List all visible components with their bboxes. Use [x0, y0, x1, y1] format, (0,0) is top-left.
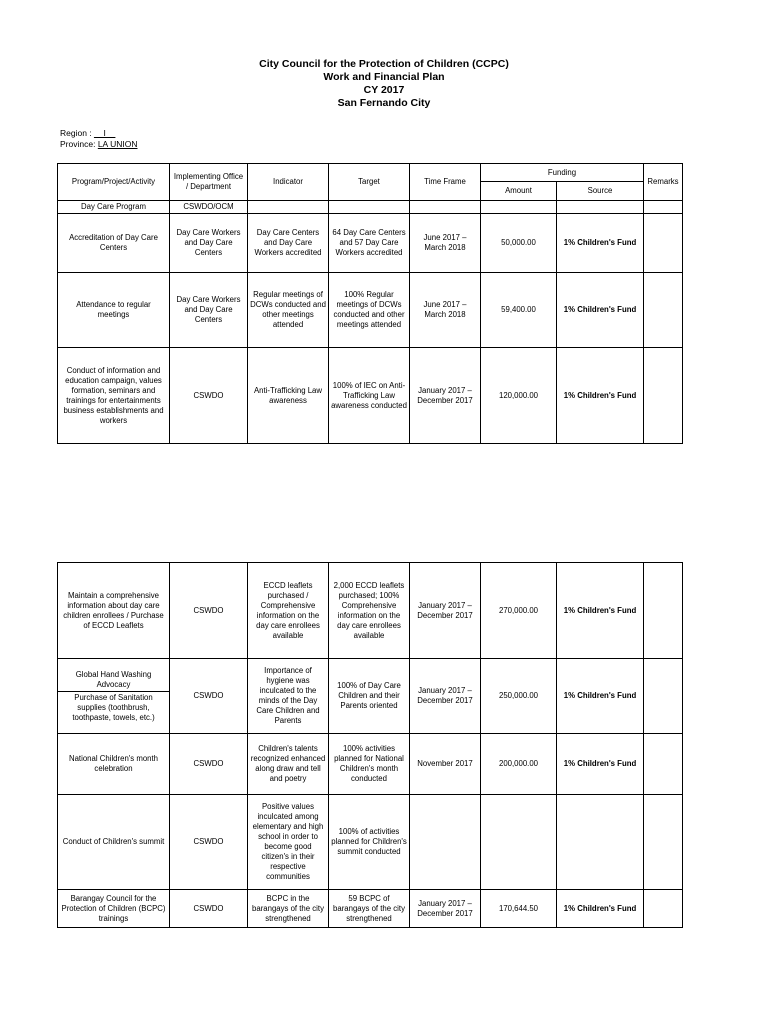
indicator-cell: Anti-Trafficking Law awareness: [248, 348, 329, 444]
amount-cell: 59,400.00: [481, 273, 557, 348]
remarks-cell: [644, 273, 683, 348]
remarks-cell: [644, 659, 683, 734]
remarks-cell: [644, 795, 683, 890]
amount-cell: 270,000.00: [481, 563, 557, 659]
header-funding: Funding: [481, 164, 644, 182]
office-cell: CSWDO: [170, 795, 248, 890]
province-value: LA UNION: [97, 139, 138, 149]
target-cell: 59 BCPC of barangays of the city strengthened: [329, 890, 410, 928]
target-cell: 64 Day Care Centers and 57 Day Care Workers accredited: [329, 214, 410, 273]
plan-title: Work and Financial Plan: [323, 71, 445, 83]
time-cell: January 2017 – December 2017: [410, 348, 481, 444]
program-cell: Conduct of Children's summit: [58, 795, 170, 890]
province-line: [60, 139, 138, 150]
time-cell: June 2017 – March 2018: [410, 273, 481, 348]
table-row: [58, 659, 683, 734]
city-title: San Fernando City: [337, 97, 431, 109]
header-amount: Amount: [481, 182, 557, 201]
source-cell: 1% Children's Fund: [557, 659, 644, 734]
office-cell: CSWDO: [170, 348, 248, 444]
remarks-cell: [644, 563, 683, 659]
header-time-frame: Time Frame: [410, 164, 481, 201]
table-row: [58, 563, 683, 659]
table-row: [58, 273, 683, 348]
table-row: [58, 348, 683, 444]
remarks-cell: [644, 734, 683, 795]
indicator-cell: ECCD leaflets purchased / Comprehensive information on the day care enrollees available: [248, 563, 329, 659]
table-row: [58, 795, 683, 890]
program-cell: Conduct of information and education campaign, values formation, seminars and trainings for entertainments business establishments and workers: [58, 348, 170, 444]
indicator-cell: Positive values inculcated among elementary and high school in order to become good citizen's in their respective communities: [248, 795, 329, 890]
header-target: Target: [329, 164, 410, 201]
header-remarks: Remarks: [644, 164, 683, 201]
source-cell: 1% Children's Fund: [557, 348, 644, 444]
work-plan-table-1: [57, 163, 683, 444]
source-cell: [557, 201, 644, 214]
program-cell: Accreditation of Day Care Centers: [58, 214, 170, 273]
program-cell: Attendance to regular meetings: [58, 273, 170, 348]
indicator-cell: [248, 201, 329, 214]
time-cell: January 2017 – December 2017: [410, 563, 481, 659]
remarks-cell: [644, 890, 683, 928]
indicator-cell: Children's talents recognized enhanced along draw and tell and poetry: [248, 734, 329, 795]
amount-cell: 50,000.00: [481, 214, 557, 273]
region-value: __I__: [94, 128, 116, 138]
source-cell: 1% Children's Fund: [557, 563, 644, 659]
indicator-cell: Importance of hygiene was inculcated to the minds of the Day Care Children and Parents: [248, 659, 329, 734]
table-row: [58, 214, 683, 273]
time-cell: June 2017 – March 2018: [410, 214, 481, 273]
target-cell: 100% Regular meetings of DCWs conducted and other meetings attended: [329, 273, 410, 348]
province-label: Province:: [60, 139, 96, 149]
table-row: [58, 890, 683, 928]
indicator-cell: Regular meetings of DCWs conducted and other meetings attended: [248, 273, 329, 348]
office-cell: CSWDO: [170, 734, 248, 795]
program-cell: National Children's month celebration: [58, 734, 170, 795]
program-cell: Barangay Council for the Protection of Children (BCPC) trainings: [58, 890, 170, 928]
amount-cell: 170,644.50: [481, 890, 557, 928]
header-indicator: Indicator: [248, 164, 329, 201]
source-cell: 1% Children's Fund: [557, 273, 644, 348]
source-cell: 1% Children's Fund: [557, 214, 644, 273]
time-cell: [410, 201, 481, 214]
header-office: Implementing Office / Department: [170, 164, 248, 201]
source-cell: 1% Children's Fund: [557, 890, 644, 928]
office-cell: Day Care Workers and Day Care Centers: [170, 214, 248, 273]
indicator-cell: Day Care Centers and Day Care Workers accredited: [248, 214, 329, 273]
region-label: Region :: [60, 128, 92, 138]
council-title: City Council for the Protection of Children (CCPC): [259, 58, 509, 70]
program-cell: Maintain a comprehensive information about day care children enrollees / Purchase of ECCD Leaflets: [58, 563, 170, 659]
table-row: [58, 734, 683, 795]
source-cell: 1% Children's Fund: [557, 734, 644, 795]
header-row: [58, 164, 683, 182]
remarks-cell: [644, 214, 683, 273]
program-cell-part-a: Global Hand Washing Advocacy: [58, 669, 169, 692]
table-row: [58, 201, 683, 214]
office-cell: CSWDO: [170, 659, 248, 734]
program-cell: Day Care Program: [58, 201, 170, 214]
amount-cell: 120,000.00: [481, 348, 557, 444]
remarks-cell: [644, 348, 683, 444]
header-program: Program/Project/Activity: [58, 164, 170, 201]
time-cell: [410, 795, 481, 890]
time-cell: January 2017 – December 2017: [410, 890, 481, 928]
program-cell-part-b: Purchase of Sanitation supplies (toothbrush, toothpaste, towels, etc.): [72, 692, 155, 722]
office-cell: CSWDO/OCM: [170, 201, 248, 214]
target-cell: 100% of IEC on Anti-Trafficking Law awareness conducted: [329, 348, 410, 444]
header-source: Source: [557, 182, 644, 201]
remarks-cell: [644, 201, 683, 214]
amount-cell: 200,000.00: [481, 734, 557, 795]
amount-cell: [481, 795, 557, 890]
target-cell: 2,000 ECCD leaflets purchased; 100% Comprehensive information on the day care enrollees available: [329, 563, 410, 659]
office-cell: CSWDO: [170, 563, 248, 659]
year-title: CY 2017: [363, 84, 405, 96]
time-cell: January 2017 – December 2017: [410, 659, 481, 734]
target-cell: [329, 201, 410, 214]
target-cell: 100% of Day Care Children and their Parents oriented: [329, 659, 410, 734]
target-cell: 100% of activities planned for Children's summit conducted: [329, 795, 410, 890]
source-cell: [557, 795, 644, 890]
office-cell: CSWDO: [170, 890, 248, 928]
office-cell: Day Care Workers and Day Care Centers: [170, 273, 248, 348]
region-line: [60, 128, 115, 139]
time-cell: November 2017: [410, 734, 481, 795]
indicator-cell: BCPC in the barangays of the city strengthened: [248, 890, 329, 928]
work-plan-table-2: [57, 562, 683, 928]
amount-cell: [481, 201, 557, 214]
target-cell: 100% activities planned for National Children's month conducted: [329, 734, 410, 795]
program-cell: [58, 659, 170, 734]
amount-cell: 250,000.00: [481, 659, 557, 734]
